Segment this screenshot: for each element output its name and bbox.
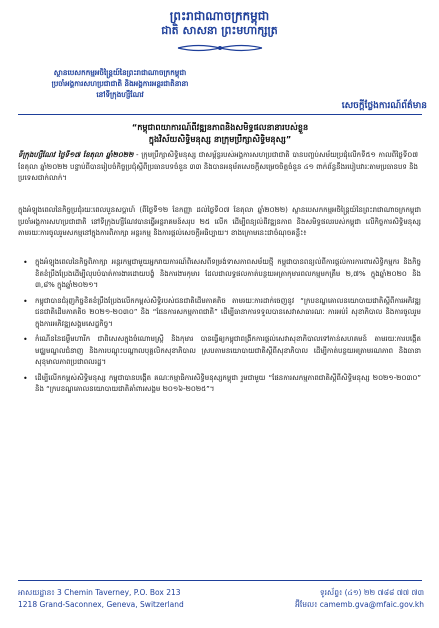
email-link[interactable]: អ៊ីមែល៖ camemb.gva@mfaic.gov.kh — [295, 600, 424, 609]
headline-line-2: ក្នុងវិស័យសិទ្ធិមនុស្ស នាក្រុមប្រឹក្សាសិទ្ធិមនុស្ស” — [148, 134, 292, 144]
kingdom-title: ព្រះរាជាណាចក្រកម្ពុជា — [169, 9, 270, 23]
bullet-text: ដើម្បីលើកកម្ពស់សិទ្ធិមនុស្ស កម្ពុជាបានបង្កើត គណៈកម្មាធិការសិទ្ធិមនុស្សកម្ពុជា រួមជាមួយ “ផែនការសកម្មភាពជាតិស្តីពីសិទ្ធិមនុស្ស ២០២១-២០៣០” និង “ក្របខណ្ឌគោលនយោបាយជាតិគាំពារសង្គម ២០១៦-២០២៥”។ — [35, 373, 421, 393]
dateline-paragraph — [18, 150, 418, 185]
list-item — [18, 296, 421, 331]
bullet-icon: • — [23, 373, 28, 383]
mission-line-1: ស្ថានបេសកកម្មអចិន្ត្រៃយ៍នៃព្រះរាជាណាចក្រកម្ពុជា — [53, 68, 187, 77]
phone-number: ទូរស័ព្ទ៖ (៤១) ២២ ៧៨៨ ៧៧ ៧៣ — [319, 588, 424, 597]
header-divider — [18, 114, 422, 115]
place-date: ទីក្រុងហ្សឺណែវ ថ្ងៃទី១៧ ខែតុលា ឆ្នាំ២០២២ — [18, 151, 134, 159]
bullet-text: កំណើននៃជម្ងឺមហារីក ជាពិសេសក្នុងចំណោមស្ត្រី និងកុមារ បានធ្វើឲ្យកម្ពុជាពង្រីកការផ្តល់សេវាសុខាភិបាលទៅកាន់សហគមន៍ តាមរយៈការបង្កើតមជ្ឈមណ្ឌលជំនាញ និងការបណ្តុះបណ្តាលបុគ្គលិកសុខាភិបាល ស្របតាមនយោបាយជាតិស្តីពីសុខាភិបាល ដើម្បីកាត់បន្ថយអត្រាមរណភាព និងធានាសុខុមាលភាពប្រជាពលរដ្ឋ។ — [35, 335, 421, 366]
bullet-icon: • — [23, 335, 28, 344]
headline-line-1: “កម្ពុជាពយាការណ៍ពីវឌ្ឍនភាពនិងសមិទ្ធផលនានារបស់ខ្លួន — [131, 122, 309, 132]
bullet-icon: • — [23, 258, 28, 267]
mission-line-2: ប្រចាំអង្គការសហប្រជាជាតិ និងអង្គការអន្តរជាតិនានា — [51, 79, 189, 88]
mission-name — [20, 67, 220, 100]
footer-contact — [252, 587, 424, 611]
press-release-label: សេចក្តីថ្លែងការណ៍ព័ត៌មាន — [341, 101, 427, 111]
bullet-text: កម្ពុជាបានជំរុញកិច្ចខិតខំប្រឹងប្រែងលើកកម្ពស់សិទ្ធិរបស់ជនជាតិដើមភាគតិច តាមរយៈការដាក់ចេញនូវ “ក្របខណ្ឌគោលនយោបាយជាតិស្តីពីការអភិវឌ្ឍជនជាតិដើមភាគតិច ២០២១-២០៣០” និង “ផែនការសកម្មភាពជាតិ” ដើម្បីធានាការទទួលបានសេវាសាធារណៈ ការអប់រំ សុខាភិបាល និងការចូលរួមក្នុងការអភិវឌ្ឍសង្គមសេដ្ឋកិច្ច។ — [35, 296, 421, 328]
footer-address — [18, 587, 238, 611]
bullet-icon: • — [23, 296, 28, 306]
ornament-divider-icon — [176, 43, 264, 53]
address-line-1: អាសយដ្ឋាន៖ 3 Chemin Taverney, P.O. Box 213 — [18, 588, 181, 597]
list-item — [18, 334, 421, 369]
headline — [30, 121, 410, 145]
list-item — [18, 257, 421, 292]
bullet-text: ក្នុងអំឡុងពេលនៃកិច្ចពិភាក្សា អន្តរកម្មជាមួយអ្នករាយការណ៍ពិសេសពីទម្រង់ទាសភាពសម័យថ្មី កម្ពុជាបានពន្យល់ពីការផ្តល់ការការពារសិទ្ធិកម្មករ និងកិច្ចខិតខំប្រឹងប្រែងដើម្បីលុបបំបាត់ការងារដោយបង្ខំ និងការងារកុមារ ដែលជាលទ្ធផលកាត់បន្ថយអត្រាកុមារពលកម្មមកត្រឹម ២,៧% ក្នុងឆ្នាំ២០២០ និង ៣,៨% ក្នុងឆ្នាំ២០២១។ — [35, 258, 421, 289]
national-motto: ជាតិ សាសនា ព្រះមហាក្សត្រ — [161, 24, 278, 37]
dateline-text: - ក្រុមប្រឹក្សាសិទ្ធិមនុស្ស ជាសម្ព័ន្ធរបស់អង្គការសហប្រជាជាតិ បានបញ្ចប់សម័យប្រជុំលើកទី៥១ កាលពីថ្ងៃទី០៧ ខែតុលា ឆ្នាំ២០២២ បន្ទាប់ពីបានរៀបចំកិច្ចប្រជុំស្តីពីប្រធានបទចំនួន ៣៣ និងបានអនុម័តសេចក្តីសម្រេចចិត្តចំនួន ៤១ ពាក់ព័ន្ធនឹងរបៀបវារៈតាមប្រធានបទ និងប្រទេសជាក់លាក់។ — [18, 151, 418, 182]
intro-paragraph: ក្នុងអំឡុងពេលនៃកិច្ចប្រជុំរយៈពេលបួនសប្តាហ៍ (ពីថ្ងៃទី១២ ខែកញ្ញា ដល់ថ្ងៃទី០៧ ខែតុលា ឆ្នាំ២០២២) ស្ថានបេសកកម្មអចិន្ត្រៃយ៍នៃព្រះរាជាណាចក្រកម្ពុជា ប្រចាំអង្គការសហប្រជាជាតិ នៅទីក្រុងហ្សឺណែវបានធ្វើអន្តរាគមន៍សរុប ២៥ លើក ដើម្បីពន្យល់ពីវឌ្ឍនភាព និងសមិទ្ធផលរបស់កម្ពុជា លើកិច្ចការសិទ្ធិមនុស្ស តាមរយៈការចូលរួមសកម្មនៅក្នុងការពិភាក្សា អន្តរកម្ម និងការផ្តល់សេចក្តីអធិប្បាយ។ ខាងក្រោមនេះជាចំណុចគន្លឹះ៖ — [18, 206, 421, 237]
key-points-list — [18, 257, 421, 400]
footer-divider — [18, 580, 422, 581]
address-line-2: 1218 Grand-Saconnex, Geneva, Switzerland — [18, 600, 184, 609]
mission-line-3: នៅទីក្រុងហ្សឺណែវ — [96, 90, 144, 99]
list-item — [18, 373, 421, 396]
